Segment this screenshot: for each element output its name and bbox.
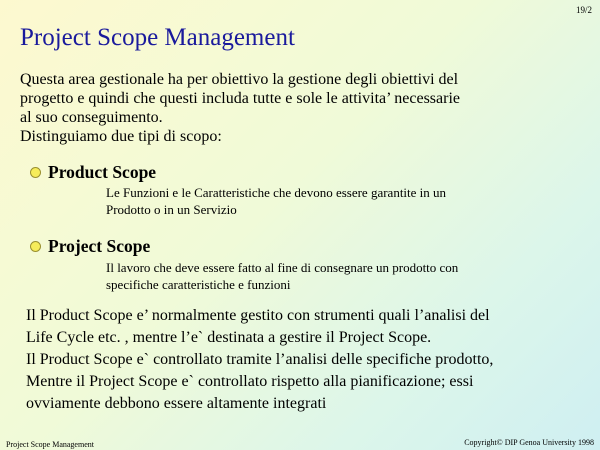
- intro-line: Distinguiamo due tipi di scopo:: [20, 128, 222, 145]
- intro-line: Questa area gestionale ha per obiettivo la gestione degli obiettivi del: [20, 71, 459, 88]
- paragraph-line: Life Cycle etc. , mentre l’e` destinata a gestire il Project Scope.: [26, 329, 432, 346]
- footer-title: Project Scope Management: [6, 440, 94, 449]
- summary-paragraph: [26, 305, 586, 415]
- slide-title: Project Scope Management: [20, 24, 295, 51]
- paragraph-line: Mentre il Project Scope e` controllato rispetto alla pianificazione; essi: [26, 373, 474, 390]
- bullet-heading: Project Scope: [48, 236, 151, 256]
- footer-copyright: Copyright© DIP Genoa University 1998: [464, 438, 594, 447]
- paragraph-line: Il Product Scope e` controllato tramite l’analisi delle specifiche prodotto,: [26, 351, 494, 368]
- description-line: specifiche caratteristiche e funzioni: [106, 277, 291, 292]
- intro-line: al suo conseguimento.: [20, 109, 163, 126]
- description-line: Le Funzioni e le Caratteristiche che devono essere garantite in un: [106, 185, 447, 200]
- bullet-heading: Product Scope: [48, 162, 157, 182]
- intro-text: [20, 70, 580, 146]
- circle-bullet-icon: [30, 241, 41, 252]
- bullet-project-scope: [30, 236, 150, 257]
- paragraph-line: ovviamente debbono essere altamente integrati: [26, 395, 327, 412]
- project-scope-description: [106, 259, 546, 293]
- circle-bullet-icon: [30, 167, 41, 178]
- intro-line: progetto e quindi che questi includa tutte e sole le attivita’ necessarie: [20, 90, 460, 107]
- bullet-product-scope: [30, 162, 156, 183]
- product-scope-description: [106, 184, 546, 218]
- paragraph-line: Il Product Scope e’ normalmente gestito con strumenti quali l’analisi del: [26, 307, 490, 324]
- page-number: 19/2: [575, 5, 592, 15]
- description-line: Il lavoro che deve essere fatto al fine di consegnare un prodotto con: [106, 260, 459, 275]
- description-line: Prodotto o in un Servizio: [106, 202, 237, 217]
